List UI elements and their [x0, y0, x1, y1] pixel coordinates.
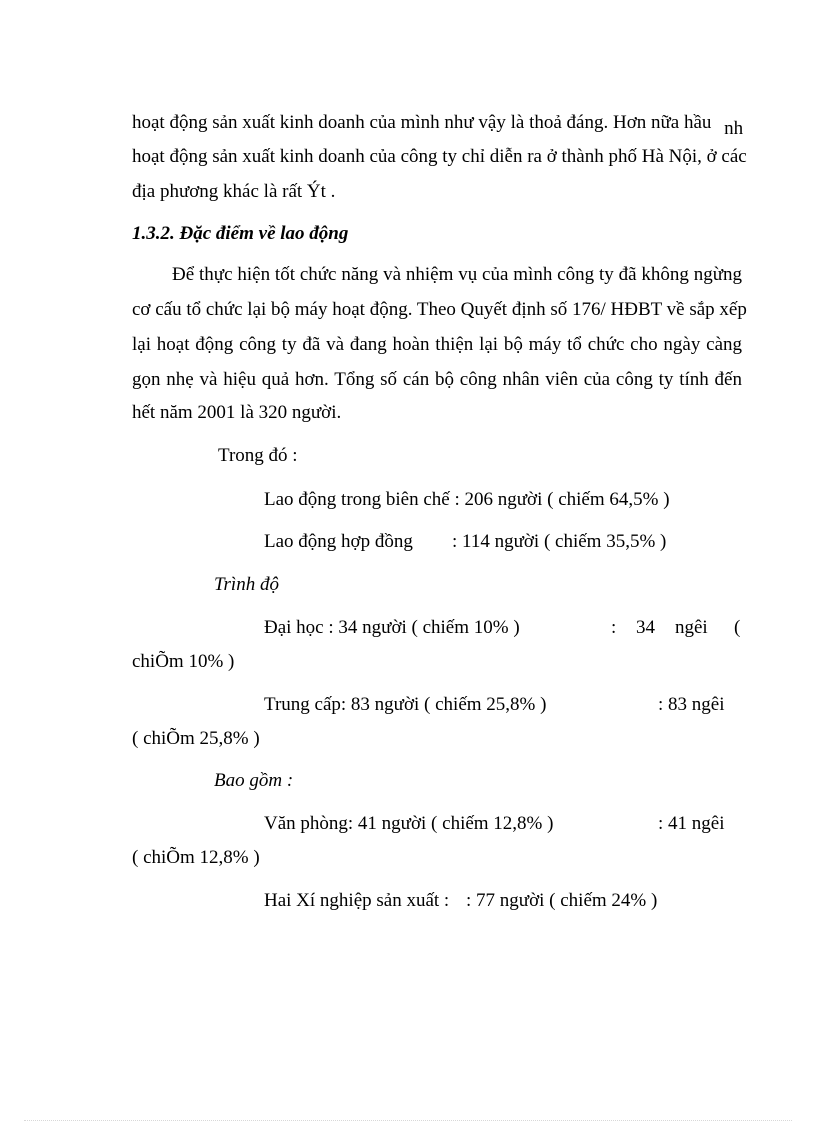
- para2-line2: cơ cấu tổ chức lại bộ máy hoạt động. Theo Quyết định số 176/ HĐBT về sắp xếp: [132, 299, 747, 320]
- hop-dong-value: : 114 người ( chiếm 35,5% ): [452, 531, 667, 552]
- para2-line3: lại hoạt động công ty đã và đang hoàn thiện lại bộ máy tổ chức cho ngày càng: [132, 334, 742, 355]
- dai-hoc-paren: (: [734, 617, 741, 638]
- dai-hoc-num: 34: [636, 617, 655, 638]
- dai-hoc-wrap: chiÕm 10% ): [132, 651, 235, 672]
- bao-gom-label: Bao gồm :: [214, 770, 294, 791]
- para2-line4: gọn nhẹ và hiệu quả hơn. Tổng số cán bộ công nhân viên của công ty tính đến: [132, 369, 742, 390]
- hop-dong-label: Lao động hợp đồng: [264, 531, 413, 552]
- trung-cap-tail: : 83 ngêi: [658, 694, 725, 715]
- xi-nghiep-label: Hai Xí nghiệp sản xuất :: [264, 890, 450, 911]
- bien-che-line: Lao động trong biên chế : 206 người ( chiếm 64,5% ): [264, 489, 670, 510]
- para2-line1: Để thực hiện tốt chức năng và nhiệm vụ của mình công ty đã không ngừng: [172, 264, 742, 285]
- para1-line1-text: hoạt động sản xuất kinh doanh của mình như vậy là thoả đáng. Hơn nữa hầu: [132, 112, 712, 133]
- van-phong-wrap: ( chiÕm 12,8% ): [132, 847, 260, 868]
- trung-cap-wrap: ( chiÕm 25,8% ): [132, 728, 260, 749]
- para2-line5: hết năm 2001 là 320 người.: [132, 402, 342, 423]
- para1-line2: hoạt động sản xuất kinh doanh của công ty chỉ diễn ra ở thành phố Hà Nội, ở các: [132, 146, 747, 167]
- dai-hoc-garbled: ngêi: [675, 617, 708, 638]
- para1-line1-tail: nh: [724, 118, 744, 139]
- trong-do-label: Trong đó :: [218, 445, 298, 466]
- trung-cap-line: Trung cấp: 83 người ( chiếm 25,8% ): [264, 694, 547, 715]
- para1-line3: địa phương khác là rất Ýt .: [132, 181, 336, 202]
- page-bottom-divider: [24, 1120, 792, 1121]
- trinh-do-label: Trình độ: [214, 574, 279, 595]
- xi-nghiep-value: : 77 người ( chiếm 24% ): [466, 890, 658, 911]
- van-phong-line: Văn phòng: 41 người ( chiếm 12,8% ): [264, 813, 554, 834]
- van-phong-tail: : 41 ngêi: [658, 813, 725, 834]
- dai-hoc-colon: :: [611, 617, 617, 638]
- section-heading: 1.3.2. Đặc điểm về lao động: [132, 223, 349, 244]
- dai-hoc-line: Đại học : 34 người ( chiếm 10% ): [264, 617, 520, 638]
- para1-line1: [132, 111, 744, 139]
